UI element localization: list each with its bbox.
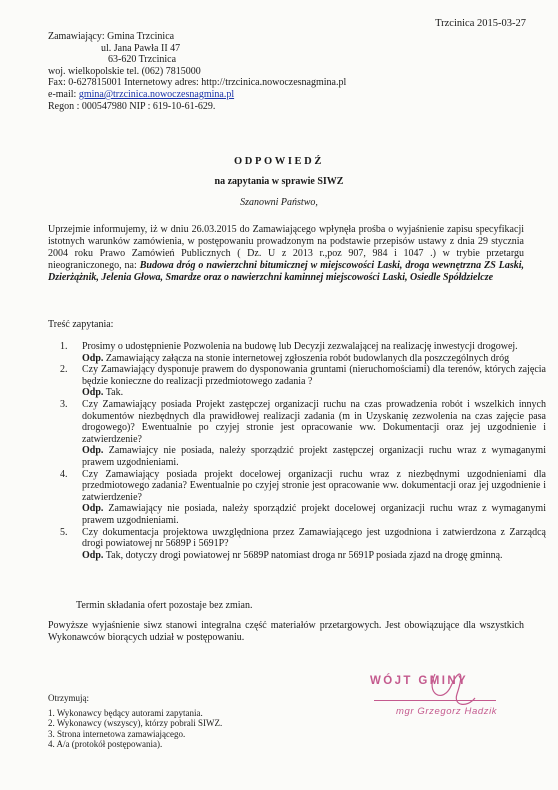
recipient-item: 2. Wykonawcy (wszyscy), którzy pobrali SIWZ.: [48, 718, 223, 728]
intro-text: Uprzejmie informujemy, iż w dniu 26.03.2015 do Zamawiającego wpłynęła prośba o wyjaśnienie zapisu specyfikacji istotnych warunków zamówienia, w postępowaniu prowadzonym na podstawie przepisów ustawy z dnia 29 stycznia 2004 roku Prawo Zamówień Publicznych ( Dz. U z 2013 r.,poz 907, 984 i 1047 .) w trybie przetargu nieograniczonego, na:: [48, 224, 524, 271]
answer-text: [82, 387, 546, 399]
answer-prefix: Odp.: [82, 387, 104, 399]
answer-text: [82, 550, 546, 562]
questions-list: [48, 341, 546, 561]
stamp-title: WÓJT GMINY: [370, 675, 469, 687]
document-date: Trzcinica 2015-03-27: [435, 18, 526, 29]
answer-prefix: Odp.: [82, 549, 104, 561]
stamp-divider: [374, 700, 496, 701]
answer-prefix: Odp.: [82, 503, 104, 515]
question-item: [70, 469, 546, 527]
answer-body: Tak.: [103, 387, 124, 399]
question-item: [70, 527, 546, 562]
sender-name: Zamawiający: Gmina Trzcinica: [48, 31, 175, 42]
answer-body: Zamawiajcy nie posiada, należy sporządzić projekt zastępczej organizacji ruchu wraz z wymaganymi prawem uzgodnieniami.: [82, 445, 546, 468]
deadline-note: Termin składania ofert pozostaje bez zmian.: [76, 600, 253, 611]
sender-phone: woj. wielkopolskie tel. (062) 7815000: [48, 65, 201, 77]
answer-text: [82, 353, 546, 365]
recipients-block: [48, 693, 222, 750]
answer-body: Tak, dotyczy drogi powiatowej nr 5689P natomiast droga nr 5691P posiada zjazd na drogę gminną.: [103, 549, 503, 561]
question-text: Czy Zamawiający dysponuje prawem do dysponowania gruntami (nieruchomościami) dla terenów, których zajęcia będzie konieczne do realizacji przedmiotowego zadania ?: [82, 364, 546, 387]
question-item: [70, 364, 546, 399]
answer-text: [82, 503, 546, 526]
greeting: Szanowni Państwo,: [240, 197, 318, 208]
sender-fax-web: Fax: 0-627815001 Internetowy adres: http://trzcinica.nowoczesnagmina.pl: [48, 77, 347, 89]
sender-regon-nip: Regon : 000547980 NIP : 619-10-61-629.: [48, 100, 216, 112]
recipient-item: 1. Wykonawcy będący autorami zapytania.: [48, 707, 203, 718]
answer-prefix: Odp.: [82, 445, 104, 457]
recipients-header: Otrzymują:: [48, 693, 89, 703]
email-label: e-mail:: [48, 88, 79, 100]
document-subtitle: na zapytania w sprawie SIWZ: [214, 176, 344, 187]
question-item: [70, 341, 546, 364]
sender-block: [48, 31, 346, 112]
question-text: Czy Zamawiający posiada projekt docelowej organizacji ruchu wraz z niezbędnymi uzgodnieniami dla przedmiotowego zadania? Ewentualnie po czyjej stronie jest opracowanie ww. dokumentacji oraz jej uzgodnienie i zatwierdzenie?: [82, 468, 546, 503]
sender-postcode: 63-620 Trzcinica: [108, 54, 177, 66]
answer-body: Zamawiający nie posiada, należy sporządzić projekt docelowej organizacji ruchu wraz z wymaganymi prawem uzgodnieniami.: [82, 503, 546, 526]
question-text: Czy dokumentacja projektowa uwzględniona przez Zamawiającego jest uzgodniona i zatwierdzona z Zarządcą drogi powiatowej nr 5689P i 5691P?: [82, 526, 546, 550]
sender-street: ul. Jana Pawła II 47: [101, 42, 181, 54]
intro-subject: Budowa dróg o nawierzchni bitumicznej w miejscowości Laski, droga wewnętrzna ZS Laski, Dzierżążnik, Jelenia Głowa, Smardze oraz o nawierzchni kaminnej miejscowości Laski, Osiedle Spółdzielcze: [48, 260, 525, 283]
stamp-signer: mgr Grzegorz Hadzik: [396, 706, 498, 717]
answer-prefix: Odp.: [82, 352, 104, 364]
closing-paragraph: Powyższe wyjaśnienie siwz stanowi integralna część materiałów przetargowych. Jest obowiązujące dla wszystkich Wykonawców biorących udział w postępowaniu.: [48, 620, 524, 643]
answer-body: Zamawiający załącza na stonie internetowej zgłoszenia robót budowlanych dla poszczególnych dróg: [103, 352, 510, 364]
answer-text: [82, 445, 546, 468]
intro-paragraph: [48, 224, 524, 284]
document-title: ODPOWIEDŹ: [234, 156, 324, 167]
question-text: Czy Zamawiający posiada Projekt zastępczej organizacji ruchu na czas prowadzenia robót i wszelkich innych dokumentów niezbędnych dla prawidłowej realizacji zadania (m in Uzyskanię zezwolenia na czas zajęcie pasa drogowego)? Ewentualnie po czyjej stronie jest opracowanie ww. Dokumentacji oraz jej uzgodnienie i zatwierdzenie?: [82, 398, 546, 445]
question-text: Prosimy o udostępnienie Pozwolenia na budowę lub Decyzji zezwalającej na realizację inwestycji drogowej.: [82, 341, 518, 352]
recipient-item: 3. Strona internetowa zamawiającego.: [48, 728, 186, 739]
question-item: [70, 399, 546, 469]
questions-label: Treść zapytania:: [48, 319, 114, 330]
sender-email-line: [48, 89, 346, 101]
recipient-item: 4. A/a (protokół postępowania).: [48, 739, 163, 749]
email-link[interactable]: gmina@trzcinica.nowoczesnagmina.pl: [78, 88, 235, 100]
